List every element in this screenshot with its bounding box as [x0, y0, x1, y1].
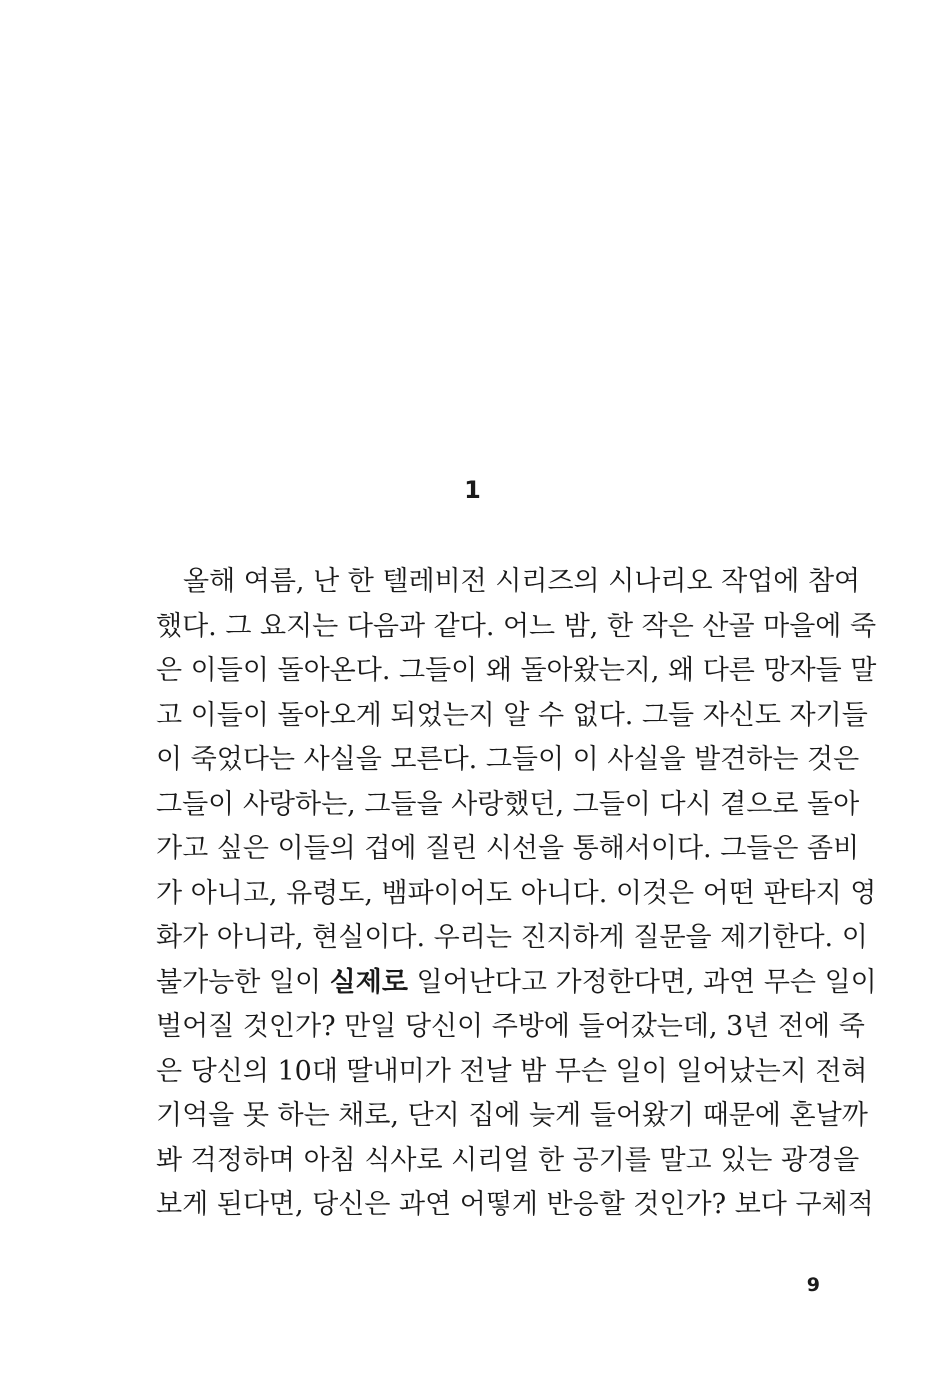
text-line: 올해 여름, 난 한 텔레비전 시리즈의 시나리오 작업에 참여: [183, 566, 861, 597]
text-line: 했다. 그 요지는 다음과 같다. 어느 밤, 한 작은 산골 마을에 죽: [156, 610, 877, 642]
text-line: 고 이들이 돌아오게 되었는지 알 수 없다. 그들 자신도 자기들: [156, 699, 868, 731]
text-line: 화가 아니라, 현실이다. 우리는 진지하게 질문을 제기한다. 이: [156, 922, 868, 953]
text-line: 가고 싶은 이들의 겁에 질린 시선을 통해서이다. 그들은 좀비: [156, 833, 860, 864]
text-line: 봐 걱정하며 아침 식사로 시리얼 한 공기를 말고 있는 광경을: [156, 1144, 860, 1176]
page-number: 9: [806, 1274, 820, 1296]
text-line: 벌어질 것인가? 만일 당신이 주방에 들어갔는데, 3년 전에 죽: [156, 1011, 865, 1042]
text-line: [156, 961, 877, 1006]
text-line: 보게 된다면, 당신은 과연 어떻게 반응할 것인가? 보다 구체적: [156, 1189, 874, 1220]
chapter-number: 1: [464, 476, 481, 504]
emphasized-word: 실제로: [329, 966, 408, 998]
text-line: 은 당신의 10대 딸내미가 전날 밤 무슨 일이 일어났는지 전혀: [156, 1055, 868, 1087]
text-line: 기억을 못 하는 채로, 단지 집에 늦게 들어왔기 때문에 혼날까: [156, 1100, 868, 1131]
text-segment: 일어난다고 가정한다면, 과연 무슨 일이: [407, 966, 877, 998]
text-line: 이 죽었다는 사실을 모른다. 그들이 이 사실을 발견하는 것은: [156, 744, 860, 775]
body-paragraph: [156, 560, 877, 1228]
text-line: 그들이 사랑하는, 그들을 사랑했던, 그들이 다시 곁으로 돌아: [156, 788, 860, 820]
text-line: 가 아니고, 유령도, 뱀파이어도 아니다. 이것은 어떤 판타지 영: [156, 877, 877, 909]
text-segment: 불가능한 일이: [156, 966, 330, 998]
text-line: 은 이들이 돌아온다. 그들이 왜 돌아왔는지, 왜 다른 망자들 말: [156, 655, 877, 686]
